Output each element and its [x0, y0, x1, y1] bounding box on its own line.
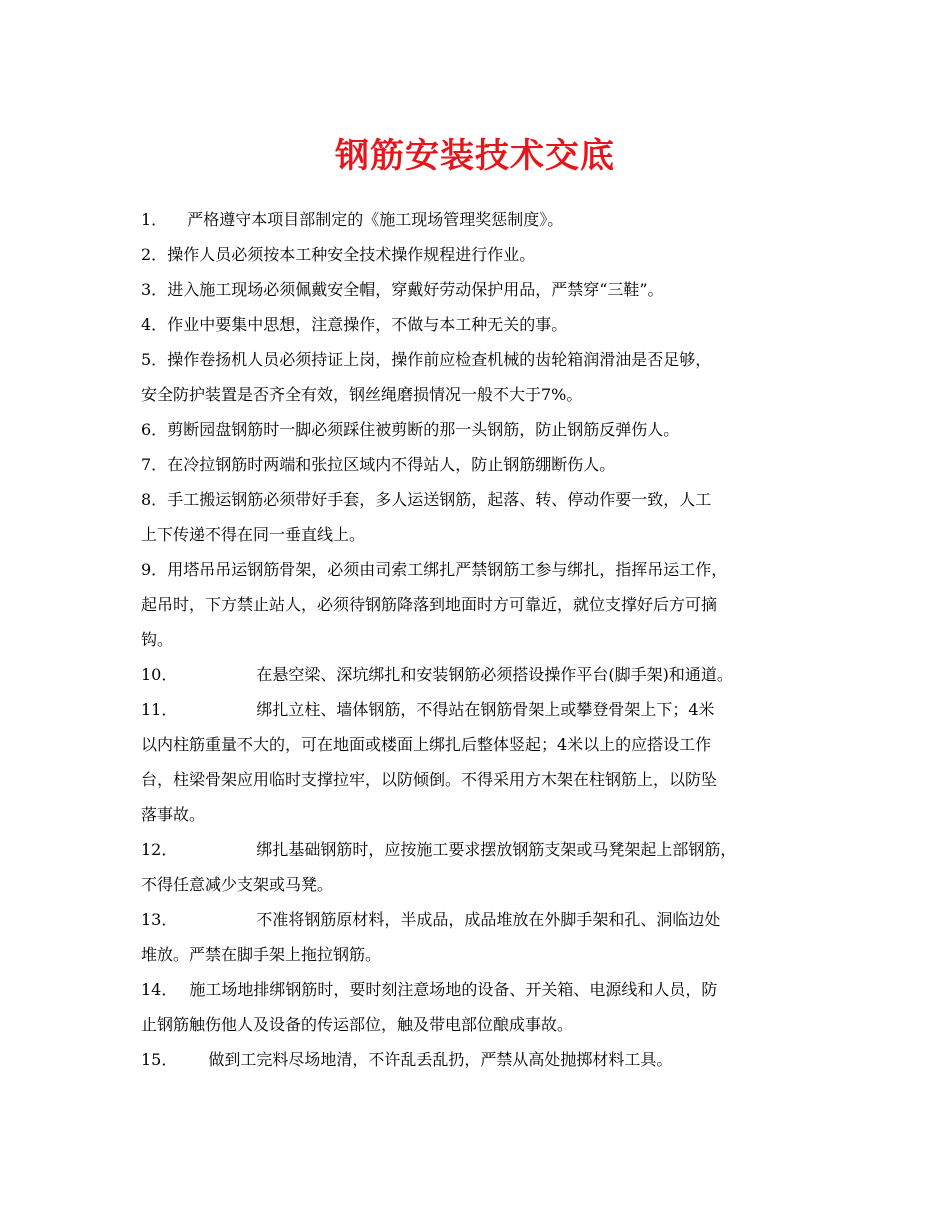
item-text: 在冷拉钢筋时两端和张拉区域内不得站人，防止钢筋绷断伤人。: [167, 455, 616, 474]
item-text: 上下传递不得在同一垂直线上。: [141, 525, 366, 544]
item-text: 操作卷扬机人员必须持证上岗，操作前应检查机械的齿轮箱润滑油是否足够，: [167, 350, 712, 369]
item-number: 13．: [141, 910, 178, 929]
item-11: [141, 700, 717, 825]
document-title: 钢筋安装技术交底: [335, 136, 615, 176]
item-number: 2．: [141, 245, 168, 264]
item-text: 做到工完料尽场地清，不许乱丢乱扔，严禁从高处抛掷材料工具。: [208, 1050, 673, 1069]
item-text: 以内柱筋重量不大的，可在地面或楼面上绑扎后整体竖起；4米以上的应搭设工作: [141, 735, 712, 754]
item-14: [141, 980, 717, 1035]
item-3: [141, 280, 664, 300]
item-text: 严格遵守本项目部制定的《施工现场管理奖惩制度》。: [187, 210, 564, 229]
item-text: 作业中要集中思想，注意操作，不做与本工种无关的事。: [167, 315, 568, 334]
item-number: 14．: [141, 980, 178, 999]
item-1: [141, 210, 563, 230]
item-text: 进入施工现场必须佩戴安全帽，穿戴好劳动保护用品，严禁穿“三鞋”。: [167, 280, 664, 299]
item-13: [141, 910, 720, 965]
item-7: [141, 455, 615, 475]
item-number: 6．: [141, 420, 168, 439]
item-text: 绑扎立柱、墙体钢筋，不得站在钢筋骨架上或攀登骨架上下；4米: [256, 700, 715, 719]
item-9: [141, 560, 727, 650]
item-text: 施工场地排绑钢筋时，要时刻注意场地的设备、开关箱、电源线和人员，防: [189, 980, 718, 999]
item-number: 10．: [141, 665, 178, 684]
item-number: 4．: [141, 315, 168, 334]
item-text: 台，柱梁骨架应用临时支撑拉牢，以防倾倒。不得采用方木架在柱钢筋上，以防坠: [141, 770, 718, 789]
item-text: 手工搬运钢筋必须带好手套，多人运送钢筋，起落、转、停动作要一致，人工: [167, 490, 712, 509]
item-text: 堆放。严禁在脚手架上拖拉钢筋。: [141, 945, 382, 964]
item-8: [141, 490, 711, 545]
item-number: 7．: [141, 455, 168, 474]
item-text: 在悬空梁、深坑绑扎和安装钢筋必须搭设操作平台(脚手架)和通道。: [256, 665, 733, 684]
item-text: 起吊时，下方禁止站人，必须待钢筋降落到地面时方可靠近，就位支撑好后方可摘: [141, 595, 718, 614]
item-12: [141, 840, 736, 895]
item-text: 安全防护装置是否齐全有效，钢丝绳磨损情况一般不大于7%。: [141, 385, 583, 404]
item-number: 8．: [141, 490, 168, 509]
item-number: 1．: [141, 210, 168, 229]
item-15: [141, 1050, 672, 1070]
item-text: 止钢筋触伤他人及设备的传运部位，触及带电部位酿成事故。: [141, 1015, 574, 1034]
item-number: 12．: [141, 840, 178, 859]
item-text: 剪断园盘钢筋时一脚必须踩住被剪断的那一头钢筋，防止钢筋反弹伤人。: [167, 420, 680, 439]
item-5: [141, 350, 711, 405]
item-6: [141, 420, 679, 440]
item-2: [141, 245, 535, 265]
item-number: 5．: [141, 350, 168, 369]
item-text: 不得任意减少支架或马凳。: [141, 875, 334, 894]
item-text: 不准将钢筋原材料，半成品，成品堆放在外脚手架和孔、洞临边处: [256, 910, 721, 929]
item-4: [141, 315, 567, 335]
item-text: 钩。: [141, 630, 174, 649]
item-text: 绑扎基础钢筋时，应按施工要求摆放钢筋支架或马凳架起上部钢筋，: [256, 840, 737, 859]
item-text: 操作人员必须按本工种安全技术操作规程进行作业。: [167, 245, 536, 264]
item-10: [141, 665, 733, 685]
item-number: 11．: [141, 700, 178, 719]
item-number: 9．: [141, 560, 168, 579]
item-number: 3．: [141, 280, 168, 299]
item-text: 用塔吊吊运钢筋骨架，必须由司索工绑扎严禁钢筋工参与绑扎，指挥吊运工作，: [167, 560, 728, 579]
item-text: 落事故。: [141, 805, 206, 824]
item-number: 15．: [141, 1050, 178, 1069]
